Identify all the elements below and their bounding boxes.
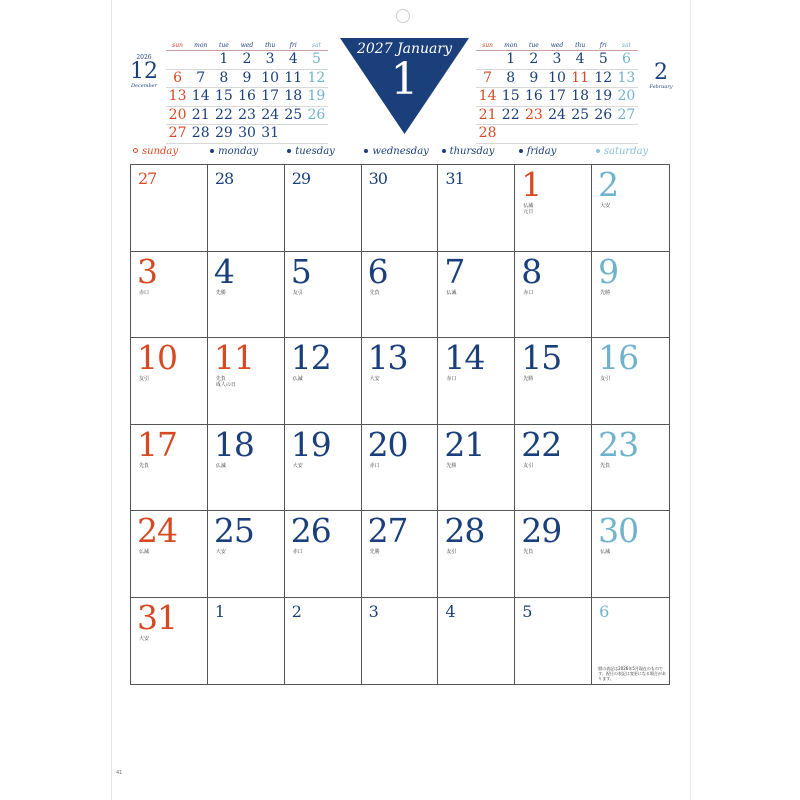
prev-month-name: December <box>130 83 158 89</box>
day-cell <box>285 598 362 685</box>
mini-week-row <box>166 88 328 107</box>
day-cell <box>208 511 285 598</box>
mini-day: 13 <box>617 69 636 86</box>
month-grid <box>130 164 670 685</box>
bullet-icon <box>210 149 214 153</box>
mini-weekday-sun: sun <box>482 42 493 49</box>
mini-day: 19 <box>594 88 613 104</box>
mini-day <box>166 51 189 69</box>
weekday-header-friday <box>516 146 593 162</box>
day-number: 20 <box>367 424 408 464</box>
mini-day: 20 <box>168 106 187 123</box>
weekday-label: tuesday <box>295 146 335 157</box>
mini-day: 10 <box>548 69 566 86</box>
day-cell <box>438 252 515 339</box>
mini-week-row <box>476 107 638 126</box>
rokuyo-label: 先負 成人の日 <box>215 376 236 388</box>
mini-day: 22 <box>501 106 520 123</box>
rokuyo-label: 仏滅 <box>292 376 303 382</box>
day-number: 21 <box>444 424 485 464</box>
rokuyo-label: 大安 <box>369 376 380 382</box>
prev-month-label <box>124 54 164 89</box>
day-cell <box>208 425 285 512</box>
day-number: 28 <box>444 511 485 550</box>
prev-month-number: 12 <box>130 59 158 84</box>
day-cell <box>362 252 439 339</box>
mini-day: 28 <box>191 125 210 141</box>
mini-day: 23 <box>524 106 543 123</box>
day-cell <box>592 425 669 512</box>
mini-day: 16 <box>524 88 543 104</box>
mini-day: 12 <box>594 69 613 86</box>
day-cell <box>131 511 208 598</box>
day-number: 19 <box>290 424 331 464</box>
day-cell <box>515 338 592 425</box>
day-cell <box>438 165 515 252</box>
day-cell <box>438 598 515 685</box>
footnote: 暦の表記は2026年5月現在のものです。祝日の表記は変更になる場合があります。 <box>598 666 666 681</box>
day-number: 2 <box>291 601 301 621</box>
day-cell <box>515 252 592 339</box>
bullet-icon <box>133 148 138 153</box>
mini-week-row <box>476 88 638 107</box>
banner-month-number: 1 <box>390 54 419 105</box>
day-cell <box>131 165 208 252</box>
mini-weekday-thu: thu <box>265 42 276 49</box>
mini-day: 12 <box>307 69 326 86</box>
mini-day: 21 <box>478 106 497 123</box>
day-number: 12 <box>290 338 331 377</box>
next-month-mini-calendar <box>476 41 638 144</box>
weekday-header-thursday <box>439 146 516 162</box>
mini-day: 9 <box>529 69 539 86</box>
banner-year-month: 2027 January <box>356 41 453 57</box>
mini-day: 3 <box>552 51 562 67</box>
mini-day: 14 <box>191 88 210 104</box>
mini-day: 15 <box>501 88 520 104</box>
weekday-header-monday <box>207 146 284 162</box>
next-month-number: 2 <box>654 60 668 85</box>
day-number: 22 <box>521 424 562 464</box>
day-cell <box>208 252 285 339</box>
mini-day: 6 <box>621 51 631 67</box>
day-number: 5 <box>522 601 532 621</box>
mini-day: 3 <box>265 51 275 67</box>
mini-day <box>476 51 499 69</box>
day-number: 4 <box>213 251 234 291</box>
day-number: 7 <box>444 251 465 291</box>
mini-weekday-wed: wed <box>550 42 564 49</box>
bullet-icon <box>364 149 368 153</box>
mini-day: 16 <box>238 88 256 104</box>
day-number: 8 <box>521 251 542 291</box>
bullet-icon <box>519 149 523 153</box>
day-cell <box>362 511 439 598</box>
mini-day: 30 <box>238 125 256 141</box>
mini-day: 22 <box>214 106 233 123</box>
mini-weekday-mon: mon <box>504 42 518 49</box>
day-cell <box>131 598 208 685</box>
rokuyo-label: 大安 <box>215 549 226 555</box>
rokuyo-label: 大安 <box>139 635 150 642</box>
mini-day: 18 <box>284 88 303 104</box>
mini-weekday-header <box>476 41 638 51</box>
mini-week-row <box>476 125 638 144</box>
day-cell <box>285 252 362 339</box>
mini-weekday-sat: sat <box>311 42 321 49</box>
page-number: 41 <box>116 770 123 776</box>
day-cell <box>208 338 285 425</box>
rokuyo-label: 先負 <box>523 549 534 555</box>
mini-day: 8 <box>219 69 229 86</box>
mini-day <box>615 125 638 143</box>
mini-week-row <box>166 51 328 70</box>
day-number: 28 <box>214 169 234 188</box>
rokuyo-label: 友引 <box>292 289 303 296</box>
mini-day: 13 <box>168 88 187 104</box>
mini-day <box>282 125 305 143</box>
day-cell <box>285 425 362 512</box>
mini-day: 25 <box>284 106 303 123</box>
day-cell <box>515 165 592 252</box>
mini-day: 6 <box>173 69 183 86</box>
mini-day: 4 <box>575 51 585 67</box>
rokuyo-label: 先勝 <box>523 376 534 382</box>
mini-day: 15 <box>214 88 233 104</box>
mini-day: 5 <box>311 51 321 67</box>
day-number: 29 <box>521 511 562 550</box>
mini-day <box>545 125 568 143</box>
rokuyo-label: 先勝 <box>446 462 457 469</box>
prev-month-mini-calendar <box>166 41 328 144</box>
mini-day <box>305 125 328 143</box>
day-number: 24 <box>137 511 177 550</box>
mini-weekday-header <box>166 41 328 51</box>
day-cell <box>131 338 208 425</box>
day-number: 1 <box>521 165 542 204</box>
day-number: 25 <box>213 511 254 550</box>
weekday-label: thursday <box>449 146 495 157</box>
weekday-label: wednesday <box>372 146 429 157</box>
mini-day: 2 <box>242 51 252 67</box>
day-cell <box>208 598 285 685</box>
day-number: 18 <box>213 424 254 464</box>
rokuyo-label: 先負 <box>139 462 150 469</box>
day-cell <box>285 165 362 252</box>
day-number: 17 <box>137 424 177 464</box>
mini-week-row <box>166 125 328 144</box>
day-cell <box>438 511 515 598</box>
day-number: 4 <box>445 601 455 621</box>
day-cell <box>285 511 362 598</box>
mini-day: 4 <box>288 51 298 67</box>
bullet-icon <box>287 149 291 153</box>
mini-day <box>522 125 545 143</box>
mini-day: 11 <box>571 69 590 86</box>
day-number: 2 <box>598 165 619 204</box>
mini-day: 20 <box>617 88 636 104</box>
day-number: 3 <box>368 601 378 621</box>
mini-day: 17 <box>548 88 566 104</box>
rokuyo-label: 大安 <box>292 462 303 469</box>
rokuyo-label: 赤口 <box>523 289 534 296</box>
day-number: 30 <box>598 511 639 550</box>
day-cell <box>438 338 515 425</box>
weekday-label: sunday <box>142 146 179 157</box>
rokuyo-label: 友引 <box>139 376 150 382</box>
day-number: 6 <box>599 601 609 621</box>
day-number: 11 <box>213 338 254 377</box>
prev-month-year: 2026 <box>136 54 152 61</box>
day-cell <box>285 338 362 425</box>
mini-day: 14 <box>478 88 497 104</box>
mini-day: 10 <box>261 69 280 86</box>
mini-day <box>592 125 615 143</box>
day-number: 29 <box>291 169 311 188</box>
mini-weekday-fri: fri <box>599 42 607 49</box>
day-number: 31 <box>445 169 464 188</box>
mini-day: 1 <box>219 51 229 67</box>
mini-day: 7 <box>196 69 206 86</box>
weekday-header-tuesday <box>284 146 361 162</box>
weekday-header-saturday <box>593 146 670 162</box>
day-number: 10 <box>137 338 177 377</box>
rokuyo-label: 仏滅 <box>446 289 457 296</box>
day-number: 13 <box>367 338 408 377</box>
day-number: 27 <box>367 511 408 550</box>
day-cell <box>362 165 439 252</box>
mini-week-row <box>166 70 328 89</box>
day-number: 14 <box>444 338 485 377</box>
mini-day: 31 <box>261 125 280 141</box>
mini-day: 27 <box>617 106 636 123</box>
rokuyo-label: 先勝 <box>600 289 611 296</box>
weekday-label: friday <box>526 146 557 157</box>
day-cell <box>592 511 669 598</box>
mini-day: 29 <box>214 125 233 141</box>
mini-week-row <box>476 51 638 70</box>
mini-day <box>499 125 522 143</box>
rokuyo-label: 仏滅 <box>600 549 611 555</box>
rokuyo-label: 友引 <box>600 376 611 382</box>
mini-weekday-fri: fri <box>289 42 297 49</box>
day-number: 16 <box>598 338 639 377</box>
day-cell <box>515 425 592 512</box>
rokuyo-label: 大安 <box>600 203 611 209</box>
mini-day: 26 <box>594 106 613 123</box>
day-number: 26 <box>290 511 331 550</box>
mini-day <box>189 51 212 69</box>
rokuyo-label: 友引 <box>523 462 534 469</box>
mini-day: 9 <box>242 69 252 86</box>
day-cell <box>131 252 208 339</box>
day-cell <box>131 425 208 512</box>
next-month-label <box>646 62 676 90</box>
weekday-header-sunday <box>130 146 207 162</box>
mini-day: 27 <box>168 125 187 141</box>
day-number: 1 <box>214 601 225 621</box>
mini-weekday-mon: mon <box>194 42 208 49</box>
mini-day <box>569 125 592 143</box>
rokuyo-label: 先勝 <box>369 549 380 555</box>
rokuyo-label: 赤口 <box>369 462 380 469</box>
day-number: 30 <box>368 169 387 188</box>
rokuyo-label: 仏滅 <box>139 549 150 555</box>
day-number: 15 <box>521 338 562 377</box>
day-number: 9 <box>598 251 619 291</box>
weekday-header-wednesday <box>361 146 438 162</box>
rokuyo-label: 友引 <box>446 549 457 555</box>
rokuyo-label: 先負 <box>600 462 611 469</box>
day-number: 6 <box>367 251 388 291</box>
rokuyo-label: 赤口 <box>139 289 150 296</box>
mini-day: 11 <box>284 69 303 86</box>
day-number: 27 <box>138 169 157 188</box>
mini-weekday-sat: sat <box>621 42 631 49</box>
rokuyo-label: 先負 <box>369 289 380 296</box>
mini-weekday-tue: tue <box>528 42 539 49</box>
day-cell <box>362 425 439 512</box>
mini-day: 21 <box>191 106 210 123</box>
mini-week-row <box>476 70 638 89</box>
day-cell <box>515 511 592 598</box>
rokuyo-label: 赤口 <box>446 376 457 382</box>
mini-day: 23 <box>238 106 256 123</box>
mini-day: 5 <box>598 51 608 67</box>
mini-day: 25 <box>571 106 590 123</box>
day-cell <box>592 338 669 425</box>
hanging-hole <box>396 9 410 23</box>
rokuyo-label: 赤口 <box>292 549 303 555</box>
day-cell <box>208 165 285 252</box>
weekday-header <box>130 146 670 162</box>
mini-day: 28 <box>478 125 497 141</box>
mini-day: 1 <box>506 51 516 67</box>
day-number: 23 <box>598 424 639 464</box>
day-cell <box>592 252 669 339</box>
mini-day: 8 <box>506 69 516 86</box>
mini-weekday-tue: tue <box>218 42 229 49</box>
mini-day: 7 <box>483 69 493 86</box>
mini-day: 17 <box>261 88 280 104</box>
bullet-icon <box>596 149 600 153</box>
mini-day: 19 <box>307 88 326 104</box>
rokuyo-label: 先勝 <box>215 289 226 296</box>
day-number: 31 <box>137 597 177 637</box>
day-cell <box>362 598 439 685</box>
weekday-label: saturday <box>603 146 649 157</box>
next-month-name: February <box>649 84 673 90</box>
day-number: 3 <box>137 251 157 291</box>
day-cell <box>515 598 592 685</box>
day-cell <box>438 425 515 512</box>
mini-weekday-wed: wed <box>240 42 254 49</box>
weekday-label: monday <box>218 146 259 157</box>
rokuyo-label: 仏滅 元日 <box>523 203 534 215</box>
day-cell <box>592 165 669 252</box>
mini-weekday-thu: thu <box>575 42 586 49</box>
mini-weekday-sun: sun <box>172 42 183 49</box>
day-cell <box>592 598 669 685</box>
mini-day: 26 <box>307 106 326 123</box>
mini-day: 24 <box>261 106 280 123</box>
bullet-icon <box>442 149 446 153</box>
day-number: 5 <box>290 251 311 291</box>
mini-day: 24 <box>548 106 566 123</box>
rokuyo-label: 仏滅 <box>215 462 226 469</box>
day-cell <box>362 338 439 425</box>
mini-day: 2 <box>529 51 539 67</box>
mini-day: 18 <box>571 88 590 104</box>
mini-week-row <box>166 107 328 126</box>
